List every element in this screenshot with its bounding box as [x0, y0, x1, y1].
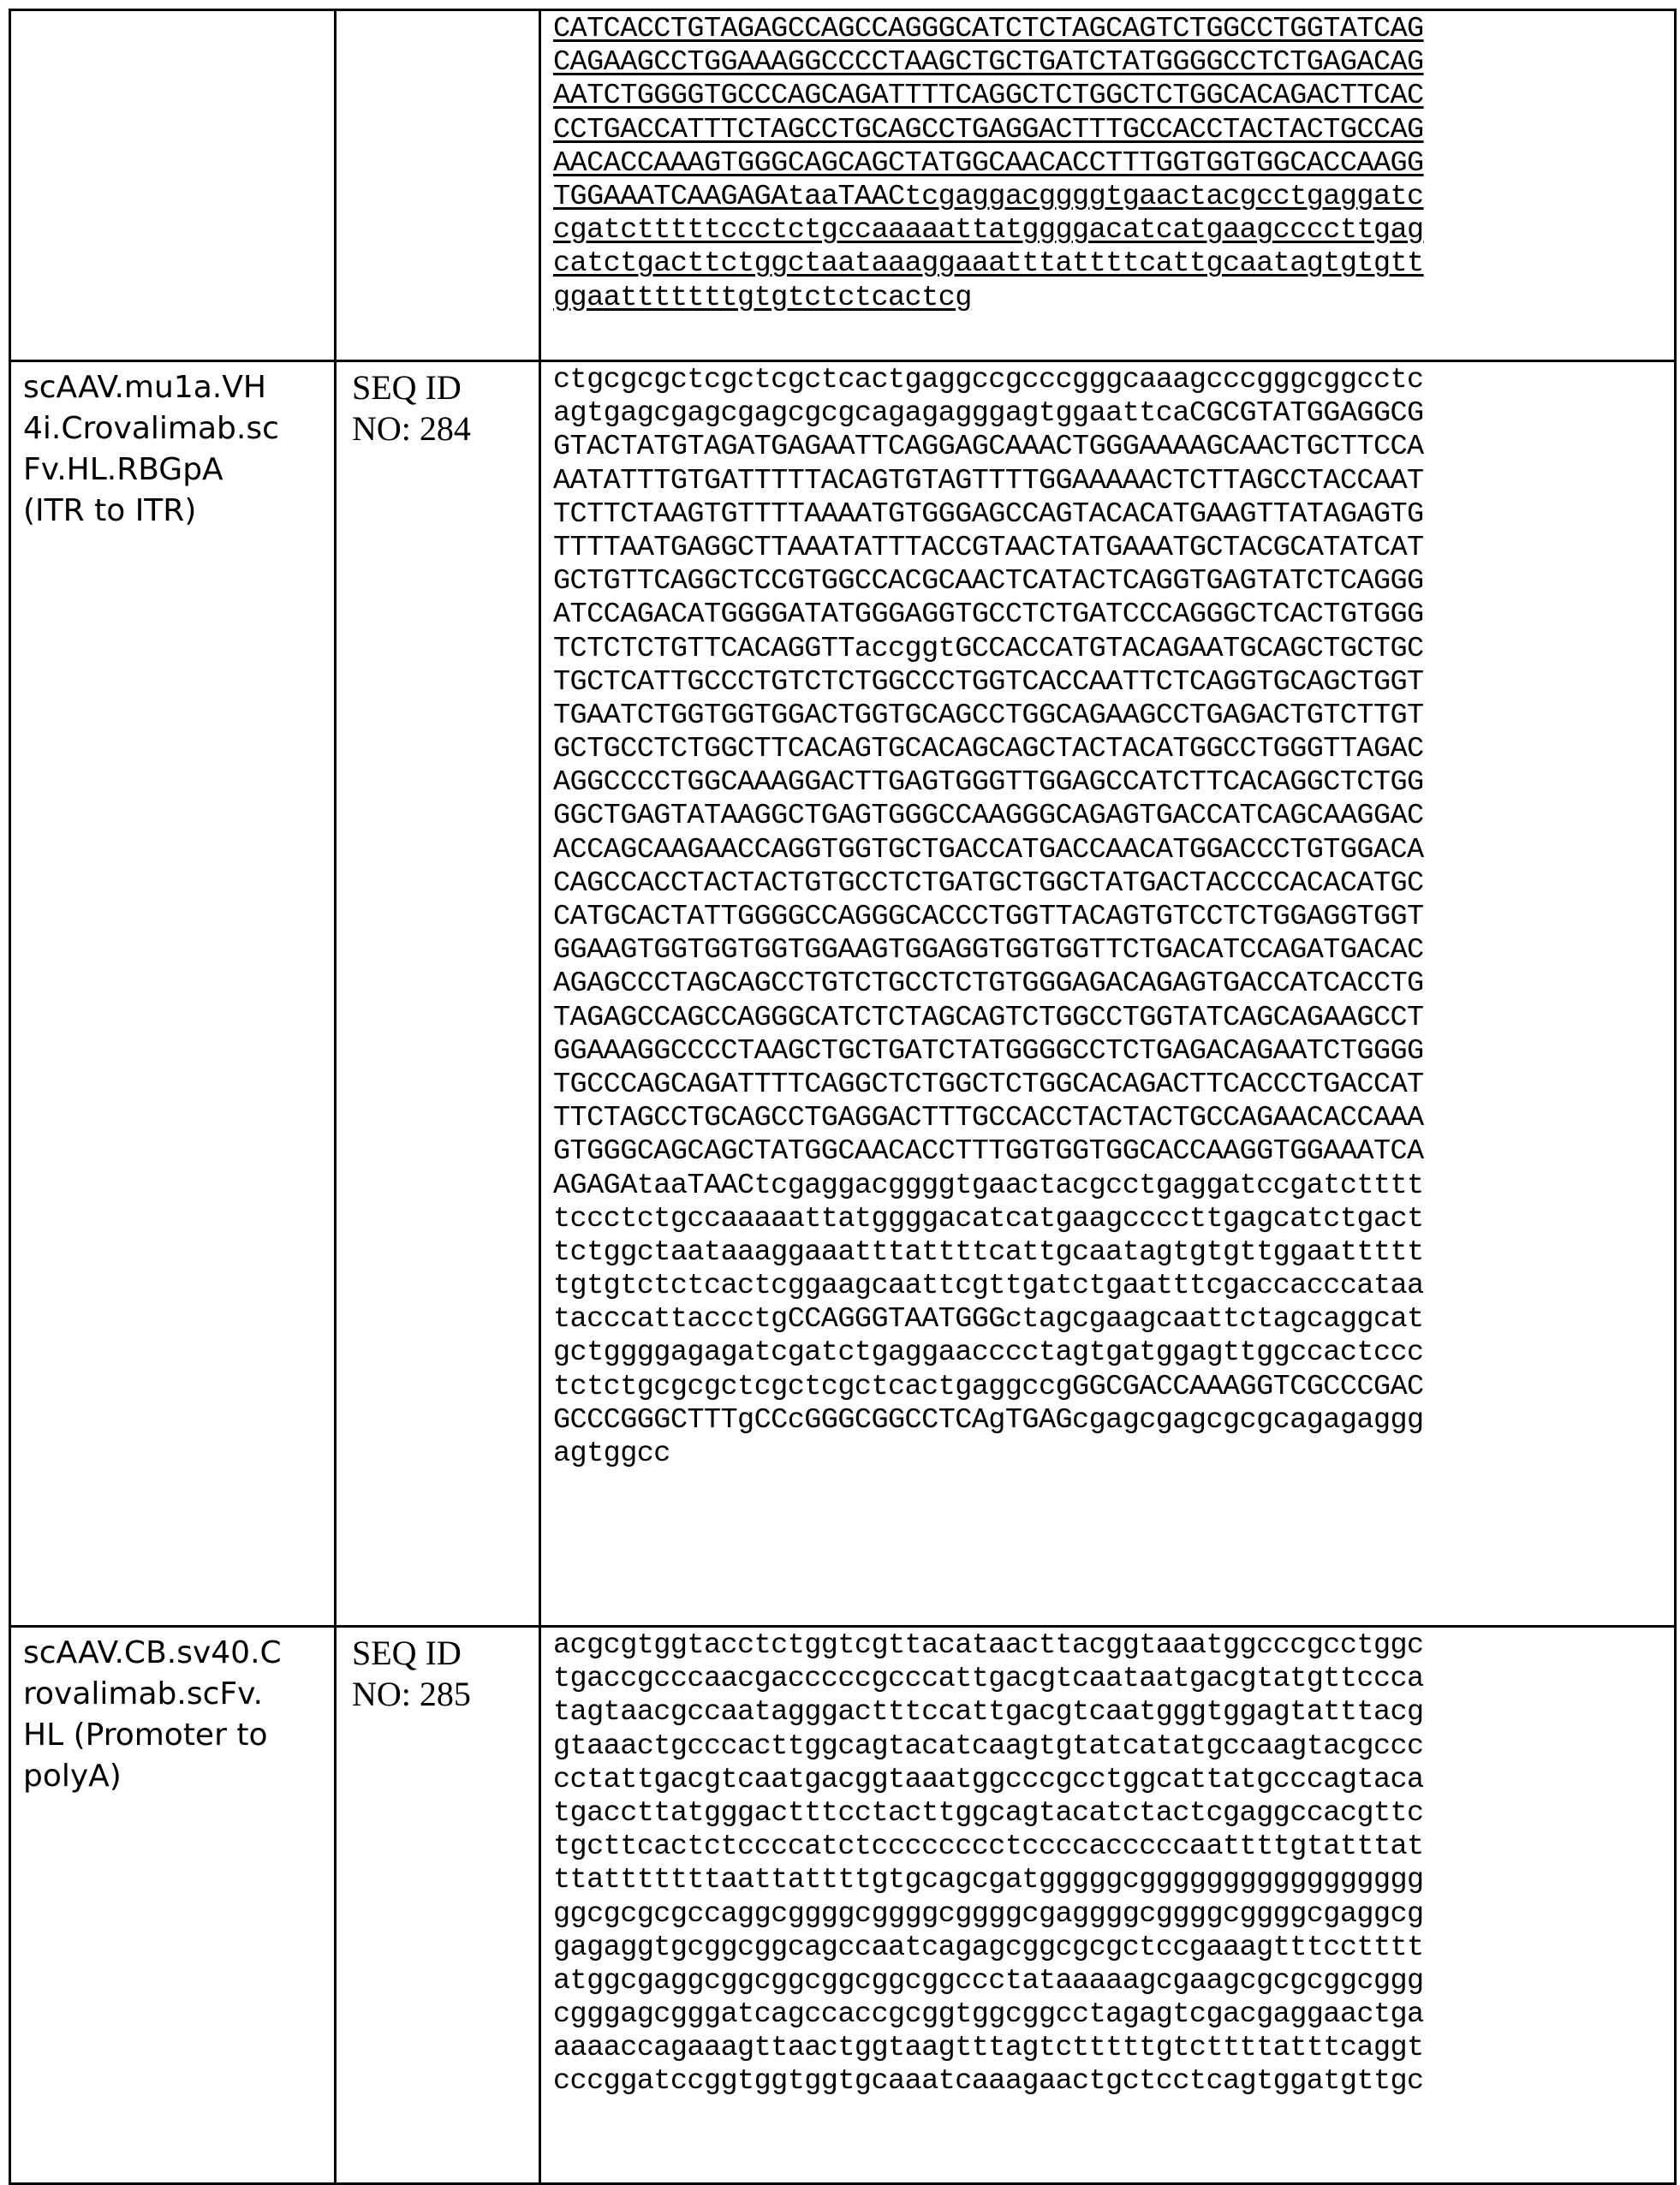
sequence-line: CAGAAGCCTGGAAAGGCCCCTAAGCTGCTGATCTATGGGGCCTCTGAGACAG — [553, 46, 1424, 80]
sequence-cell — [540, 361, 1676, 1627]
seq-id-number: NO: 284 — [352, 409, 471, 448]
sequence-line: AATATTTGTGATTTTTACAGTGTAGTTTTGGAAAAACTCTTAGCCTACCAAT — [553, 464, 1424, 497]
sequence-line: cccggatccggtggtggtgcaaatcaaagaactgctcctcagtggatgttgc — [553, 2065, 1424, 2099]
sequence-line: ATCCAGACATGGGGATATGGGAGGTGCCTCTGATCCCAGGGCTCACTGTGGG — [553, 598, 1424, 632]
sequence-line: GCCCGGGCTTTgCCcGGGCGGCCTCAgTGAGcgagcgagcgcgcagagaggg — [553, 1403, 1424, 1437]
sequence-line: ACCAGCAAGAACCAGGTGGTGCTGACCATGACCAACATGGACCCTGTGGACA — [553, 833, 1424, 866]
construct-name-line: 4i.Crovalimab.sc — [23, 411, 279, 446]
sequence-cell — [540, 1627, 1676, 2184]
sequence-line: TTCTAGCCTGCAGCCTGAGGACTTTGCCACCTACTACTGCCAGAACACCAAA — [553, 1102, 1424, 1135]
sequence-line: TGCTCATTGCCCTGTCTCTGGCCCTGGTCACCAATTCTCAGGTGCAGCTGGT — [553, 665, 1424, 699]
sequence-line: AGGCCCCTGGCAAAGGACTTGAGTGGGTTGGAGCCATCTTCACAGGCTCTGG — [553, 766, 1424, 800]
seq-id-cell — [336, 10, 540, 361]
construct-name-cell — [10, 1627, 336, 2184]
sequence-line: TGGAAATCAAGAGAtaaTAACtcgaggacggggtgaactacgcctgaggatc — [553, 180, 1424, 213]
construct-name-line: scAAV.mu1a.VH — [23, 370, 266, 405]
sequence-line: TAGAGCCAGCCAGGGCATCTCTAGCAGTCTGGCCTGGTATCAGCAGAAGCCT — [553, 1001, 1424, 1034]
sequence-line: ttatttttttaattattttgtgcagcgatgggggcggggggggggggggggg — [553, 1864, 1424, 1897]
sequence-line: GCTGCCTCTGGCTTCACAGTGCACAGCAGCTACTACATGGCCTGGGTTAGAC — [553, 733, 1424, 766]
sequence-line: TTTTAATGAGGCTTAAATATTTACCGTAACTATGAAATGCTACGCATATCAT — [553, 531, 1424, 564]
sequence-line: acgcgtggtacctctggtcgttacataacttacggtaaatggcccgcctggc — [553, 1629, 1424, 1662]
construct-name-line: rovalimab.scFv. — [23, 1676, 264, 1712]
construct-name-line: Fv.HL.RBGpA — [23, 452, 223, 487]
sequence-line: agtggcc — [553, 1438, 670, 1470]
sequence-cell — [540, 10, 1676, 361]
sequence-line: aaaaccagaaagttaactggtaagtttagtctttttgtcttttatttcaggt — [553, 2032, 1424, 2065]
sequence-line: GGCTGAGTATAAGGCTGAGTGGGCCAAGGGCAGAGTGACCATCAGCAAGGAC — [553, 800, 1424, 833]
sequence-line: ggcgcgcgccaggcggggcggggcggggcgaggggcggggcggggcgaggcg — [553, 1897, 1424, 1931]
construct-name-line: HL (Promoter to — [23, 1718, 268, 1753]
sequence-line: CATCACCTGTAGAGCCAGCCAGGGCATCTCTAGCAGTCTGGCCTGGTATCAG — [553, 13, 1424, 45]
table-row — [10, 10, 1676, 361]
sequence-line: CATGCACTATTGGGGCCAGGGCACCCTGGTTACAGTGTCCTCTGGAGGTGGT — [553, 901, 1424, 933]
sequence-line: tctctgcgcgctcgctcgctcactgaggccgGGCGACCAAAGGTCGCCCGAC — [553, 1370, 1424, 1403]
sequence-line: agtgagcgagcgagcgcgcagagagggagtggaattcaCGCGTATGGAGGCG — [553, 397, 1424, 431]
sequence-line: cgatctttttccctctgccaaaaattatggggacatcatgaagccccttgag — [553, 214, 1424, 247]
sequence-line: atggcgaggcggcggcggcggcggccctataaaaagcgaagcgcgcggcggg — [553, 1964, 1424, 1997]
sequence-line: tgaccttatgggactttcctacttggcagtacatctactcgaggccacgttc — [553, 1796, 1424, 1830]
construct-name-cell — [10, 361, 336, 1627]
sequence-table — [9, 9, 1677, 2185]
seq-id-number: NO: 285 — [352, 1675, 471, 1713]
seq-id-cell — [336, 1627, 540, 2184]
sequence-line: cgggagcgggatcagccaccgcggtggcggcctagagtcgacgaggaactga — [553, 1998, 1424, 2032]
seq-id-label: SEQ ID — [352, 1634, 462, 1672]
sequence-line: cctattgacgtcaatgacggtaaatggcccgcctggcattatgcccagtaca — [553, 1763, 1424, 1796]
table-row — [10, 1627, 1676, 2184]
table-row — [10, 361, 1676, 1627]
sequence-line: tctggctaataaaggaaatttattttcattgcaatagtgtgttggaattttt — [553, 1235, 1424, 1269]
construct-name-line: polyA) — [23, 1759, 122, 1794]
sequence-line: gctggggagagatcgatctgaggaacccctagtgatggagttggccactccc — [553, 1337, 1424, 1370]
sequence-line: GTGGGCAGCAGCTATGGCAACACCTTTGGTGGTGGCACCAAGGTGGAAATCA — [553, 1135, 1424, 1169]
sequence-line: tagtaacgccaatagggactttccattgacgtcaatgggtggagtatttacg — [553, 1696, 1424, 1730]
sequence-line: tccctctgccaaaaattatggggacatcatgaagccccttgagcatctgact — [553, 1202, 1424, 1235]
sequence-line: tacccattaccctgCCAGGGTAATGGGctagcgaagcaattctagcaggcat — [553, 1303, 1424, 1337]
seq-id-label: SEQ ID — [352, 368, 462, 407]
sequence-line: tgcttcactctccccatctcccccccctccccacccccaattttgtatttat — [553, 1831, 1424, 1864]
sequence-line: GCTGTTCAGGCTCCGTGGCCACGCAACTCATACTCAGGTGAGTATCTCAGGG — [553, 565, 1424, 598]
construct-name-cell — [10, 10, 336, 361]
sequence-line: GGAAAGGCCCCTAAGCTGCTGATCTATGGGGCCTCTGAGACAGAATCTGGGG — [553, 1034, 1424, 1068]
sequence-line: AACACCAAAGTGGGCAGCAGCTATGGCAACACCTTTGGTGGTGGCACCAAGG — [553, 146, 1424, 180]
sequence-line: TCTTCTAAGTGTTTTAAAATGTGGGAGCCAGTACACATGAAGTTATAGAGTG — [553, 497, 1424, 531]
sequence-line: gtaaactgcccacttggcagtacatcaagtgtatcatatgccaagtacgccc — [553, 1730, 1424, 1763]
construct-name-line: (ITR to ITR) — [23, 493, 197, 528]
sequence-line: catctgacttctggctaataaaggaaatttattttcattgcaatagtgtgtt — [553, 247, 1424, 281]
sequence-line: AATCTGGGGTGCCCAGCAGATTTTCAGGCTCTGGCTCTGGCACAGACTTCAC — [553, 80, 1424, 113]
sequence-line: GTACTATGTAGATGAGAATTCAGGAGCAAACTGGGAAAAGCAACTGCTTCCA — [553, 431, 1424, 464]
sequence-line: ggaatttttttgtgtctctcactcg — [553, 281, 972, 314]
sequence-line: tgaccgcccaacgacccccgcccattgacgtcaataatgacgtatgttccca — [553, 1663, 1424, 1696]
sequence-line: tgtgtctctcactcggaagcaattcgttgatctgaatttcgaccacccataa — [553, 1270, 1424, 1303]
construct-name-line: scAAV.CB.sv40.C — [23, 1635, 282, 1670]
sequence-line: GGAAGTGGTGGTGGTGGAAGTGGAGGTGGTGGTTCTGACATCCAGATGACAC — [553, 934, 1424, 967]
sequence-line: CAGCCACCTACTACTGTGCCTCTGATGCTGGCTATGACTACCCCACACATGC — [553, 866, 1424, 900]
sequence-line: TCTCTCTGTTCACAGGTTaccggtGCCACCATGTACAGAATGCAGCTGCTGC — [553, 632, 1424, 665]
sequence-line: AGAGAtaaTAACtcgaggacggggtgaactacgcctgaggatccgatctttt — [553, 1169, 1424, 1202]
sequence-line: TGCCCAGCAGATTTTCAGGCTCTGGCTCTGGCACAGACTTCACCCTGACCAT — [553, 1068, 1424, 1101]
sequence-line: ctgcgcgctcgctcgctcactgaggccgcccgggcaaagcccgggcggcctc — [553, 364, 1424, 396]
sequence-line: TGAATCTGGTGGTGGACTGGTGCAGCCTGGCAGAAGCCTGAGACTGTCTTGT — [553, 699, 1424, 732]
sequence-line: CCTGACCATTTCTAGCCTGCAGCCTGAGGACTTTGCCACCTACTACTGCCAG — [553, 113, 1424, 146]
sequence-line: gagaggtgcggcggcagccaatcagagcggcgcgctccgaaagtttcctttt — [553, 1931, 1424, 1964]
sequence-line: AGAGCCCTAGCAGCCTGTCTGCCTCTGTGGGAGACAGAGTGACCATCACCTG — [553, 967, 1424, 1001]
seq-id-cell — [336, 361, 540, 1627]
